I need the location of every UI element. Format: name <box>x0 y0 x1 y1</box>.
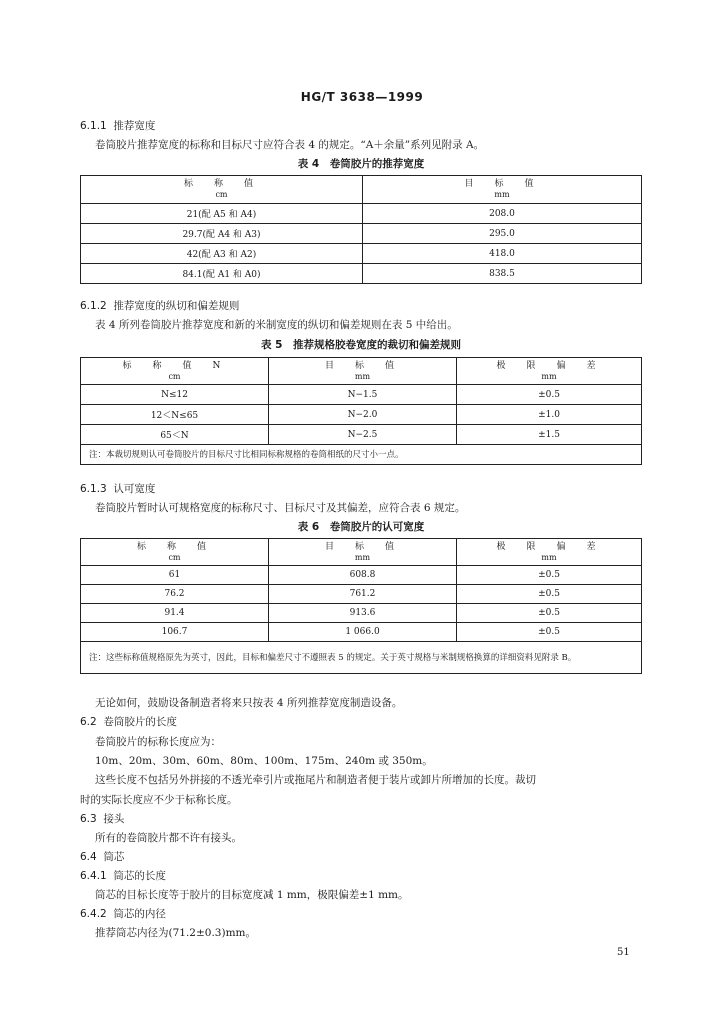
section-6-1-3-heading <box>80 482 155 496</box>
column-header: 标 称 值 cm <box>81 539 269 566</box>
table-header-row <box>81 539 642 566</box>
section-6-3-text: 所有的卷筒胶片都不许有接头。 <box>95 832 242 844</box>
section-6-4-1-text: 筒芯的目标长度等于胶片的目标宽度减 1 mm，极限偏差±1 mm。 <box>95 889 409 901</box>
section-6-4-1-heading <box>80 869 166 883</box>
table-cell: N−1.5 <box>269 385 457 405</box>
table-cell: ±0.5 <box>457 385 642 405</box>
column-header: 极 限 偏 差 mm <box>457 358 642 385</box>
section-6-2-line: 卷筒胶片的标称长度应为： <box>95 736 221 748</box>
table-row <box>81 244 642 264</box>
section-6-2-line: 10m、20m、30m、60m、80m、100m、175m、240m 或 350m。 <box>95 755 433 767</box>
table-row <box>81 585 642 604</box>
section-title: 筒芯的长度 <box>113 870 166 882</box>
section-title: 筒芯的内径 <box>113 908 166 920</box>
table-cell: 76.2 <box>81 585 269 604</box>
table-cell: ±0.5 <box>457 623 642 642</box>
table-cell: ±0.5 <box>457 585 642 604</box>
table-row <box>81 385 642 405</box>
section-number: 6.1.2 <box>80 300 107 312</box>
table-cell: 295.0 <box>363 224 642 244</box>
table-note-row <box>81 445 642 465</box>
section-6-2-line: 这些长度不包括另外拼接的不透光牵引片或拖尾片和制造者便于装片或卸片所增加的长度。裁切 <box>95 774 536 786</box>
section-title: 接头 <box>103 813 125 825</box>
table-note: 注：本裁切规则认可卷筒胶片的目标尺寸比相同标称规格的卷筒相纸的尺寸小一点。 <box>81 445 642 465</box>
table-cell: ±0.5 <box>457 566 642 585</box>
section-number: 6.3 <box>80 813 97 825</box>
table-cell: 106.7 <box>81 623 269 642</box>
column-header: 目 标 值 mm <box>269 358 457 385</box>
section-6-4-2-text: 推荐筒芯内径为(71.2±0.3)mm。 <box>95 927 256 939</box>
table-cell: 418.0 <box>363 244 642 264</box>
table-cell: ±1.5 <box>457 425 642 445</box>
section-6-1-1-text: 卷筒胶片推荐宽度的标称和目标尺寸应符合表 4 的规定。“A＋余量”系列见附录 A。 <box>95 139 485 151</box>
table-cell: N≤12 <box>81 385 269 405</box>
table-4-caption: 表 4 卷筒胶片的推荐宽度 <box>297 158 425 170</box>
table-row <box>81 604 642 623</box>
table-cell: 29.7(配 A4 和 A3) <box>81 224 363 244</box>
table-6-caption: 表 6 卷筒胶片的认可宽度 <box>297 521 425 533</box>
section-title: 推荐宽度 <box>113 120 156 132</box>
table-5 <box>80 357 642 465</box>
column-header: 标 称 值 cm <box>81 176 363 204</box>
section-6-1-2-text: 表 4 所列卷筒胶片推荐宽度和新的米制宽度的纵切和偏差规则在表 5 中给出。 <box>95 319 458 331</box>
page-number: 51 <box>617 947 630 958</box>
section-number: 6.1.1 <box>80 120 107 132</box>
section-title: 认可宽度 <box>113 483 156 495</box>
section-6-1-2-heading <box>80 299 239 313</box>
table-row <box>81 264 642 284</box>
section-title: 筒芯 <box>103 851 125 863</box>
table-cell: 12＜N≤65 <box>81 405 269 425</box>
table-4 <box>80 175 642 284</box>
table-cell: 913.6 <box>269 604 457 623</box>
table-row <box>81 204 642 224</box>
column-header: 极 限 偏 差 mm <box>457 539 642 566</box>
table-header-row <box>81 358 642 385</box>
table-note: 注：这些标称值规格原先为英寸，因此，目标和偏差尺寸不遵照表 5 的规定。关于英寸规格与米制规格换算的详细资料见附录 B。 <box>81 642 642 674</box>
section-6-3-heading <box>80 812 124 826</box>
table-note-row <box>81 642 642 674</box>
section-title: 卷筒胶片的长度 <box>103 716 177 728</box>
table-cell: ±1.0 <box>457 405 642 425</box>
table-cell: N−2.5 <box>269 425 457 445</box>
table-6 <box>80 538 642 674</box>
column-header: 目 标 值 mm <box>269 539 457 566</box>
table-5-caption: 表 5 推荐规格胶卷宽度的裁切和偏差规则 <box>261 339 461 351</box>
table-cell: 65＜N <box>81 425 269 445</box>
table-cell: 838.5 <box>363 264 642 284</box>
table-cell: 84.1(配 A1 和 A0) <box>81 264 363 284</box>
table-cell: 91.4 <box>81 604 269 623</box>
section-6-2-heading <box>80 715 177 729</box>
table-cell: 61 <box>81 566 269 585</box>
table-cell: 208.0 <box>363 204 642 224</box>
section-number: 6.4.1 <box>80 870 107 882</box>
table-cell: 42(配 A3 和 A2) <box>81 244 363 264</box>
table-row <box>81 224 642 244</box>
section-6-2-line: 时的实际长度应不少于标称长度。 <box>80 794 238 806</box>
paragraph-after-table-6: 无论如何，鼓励设备制造者将来只按表 4 所列推荐宽度制造设备。 <box>95 697 403 709</box>
table-row <box>81 425 642 445</box>
table-cell: 761.2 <box>269 585 457 604</box>
table-row <box>81 623 642 642</box>
table-cell: 608.8 <box>269 566 457 585</box>
section-number: 6.2 <box>80 716 97 728</box>
column-header: 标 称 值 N cm <box>81 358 269 385</box>
table-header-row <box>81 176 642 204</box>
column-header: 目 标 值 mm <box>363 176 642 204</box>
section-6-4-2-heading <box>80 907 166 921</box>
section-6-1-1-heading <box>80 119 155 133</box>
table-row <box>81 405 642 425</box>
table-cell: ±0.5 <box>457 604 642 623</box>
section-number: 6.4 <box>80 851 97 863</box>
document-header: HG/T 3638—1999 <box>300 90 424 104</box>
table-row <box>81 566 642 585</box>
section-title: 推荐宽度的纵切和偏差规则 <box>113 300 240 312</box>
section-number: 6.1.3 <box>80 483 107 495</box>
section-6-4-heading <box>80 850 124 864</box>
section-6-1-3-text: 卷筒胶片暂时认可规格宽度的标称尺寸、目标尺寸及其偏差，应符合表 6 规定。 <box>95 502 466 514</box>
table-cell: N−2.0 <box>269 405 457 425</box>
section-number: 6.4.2 <box>80 908 107 920</box>
table-cell: 1 066.0 <box>269 623 457 642</box>
table-cell: 21(配 A5 和 A4) <box>81 204 363 224</box>
